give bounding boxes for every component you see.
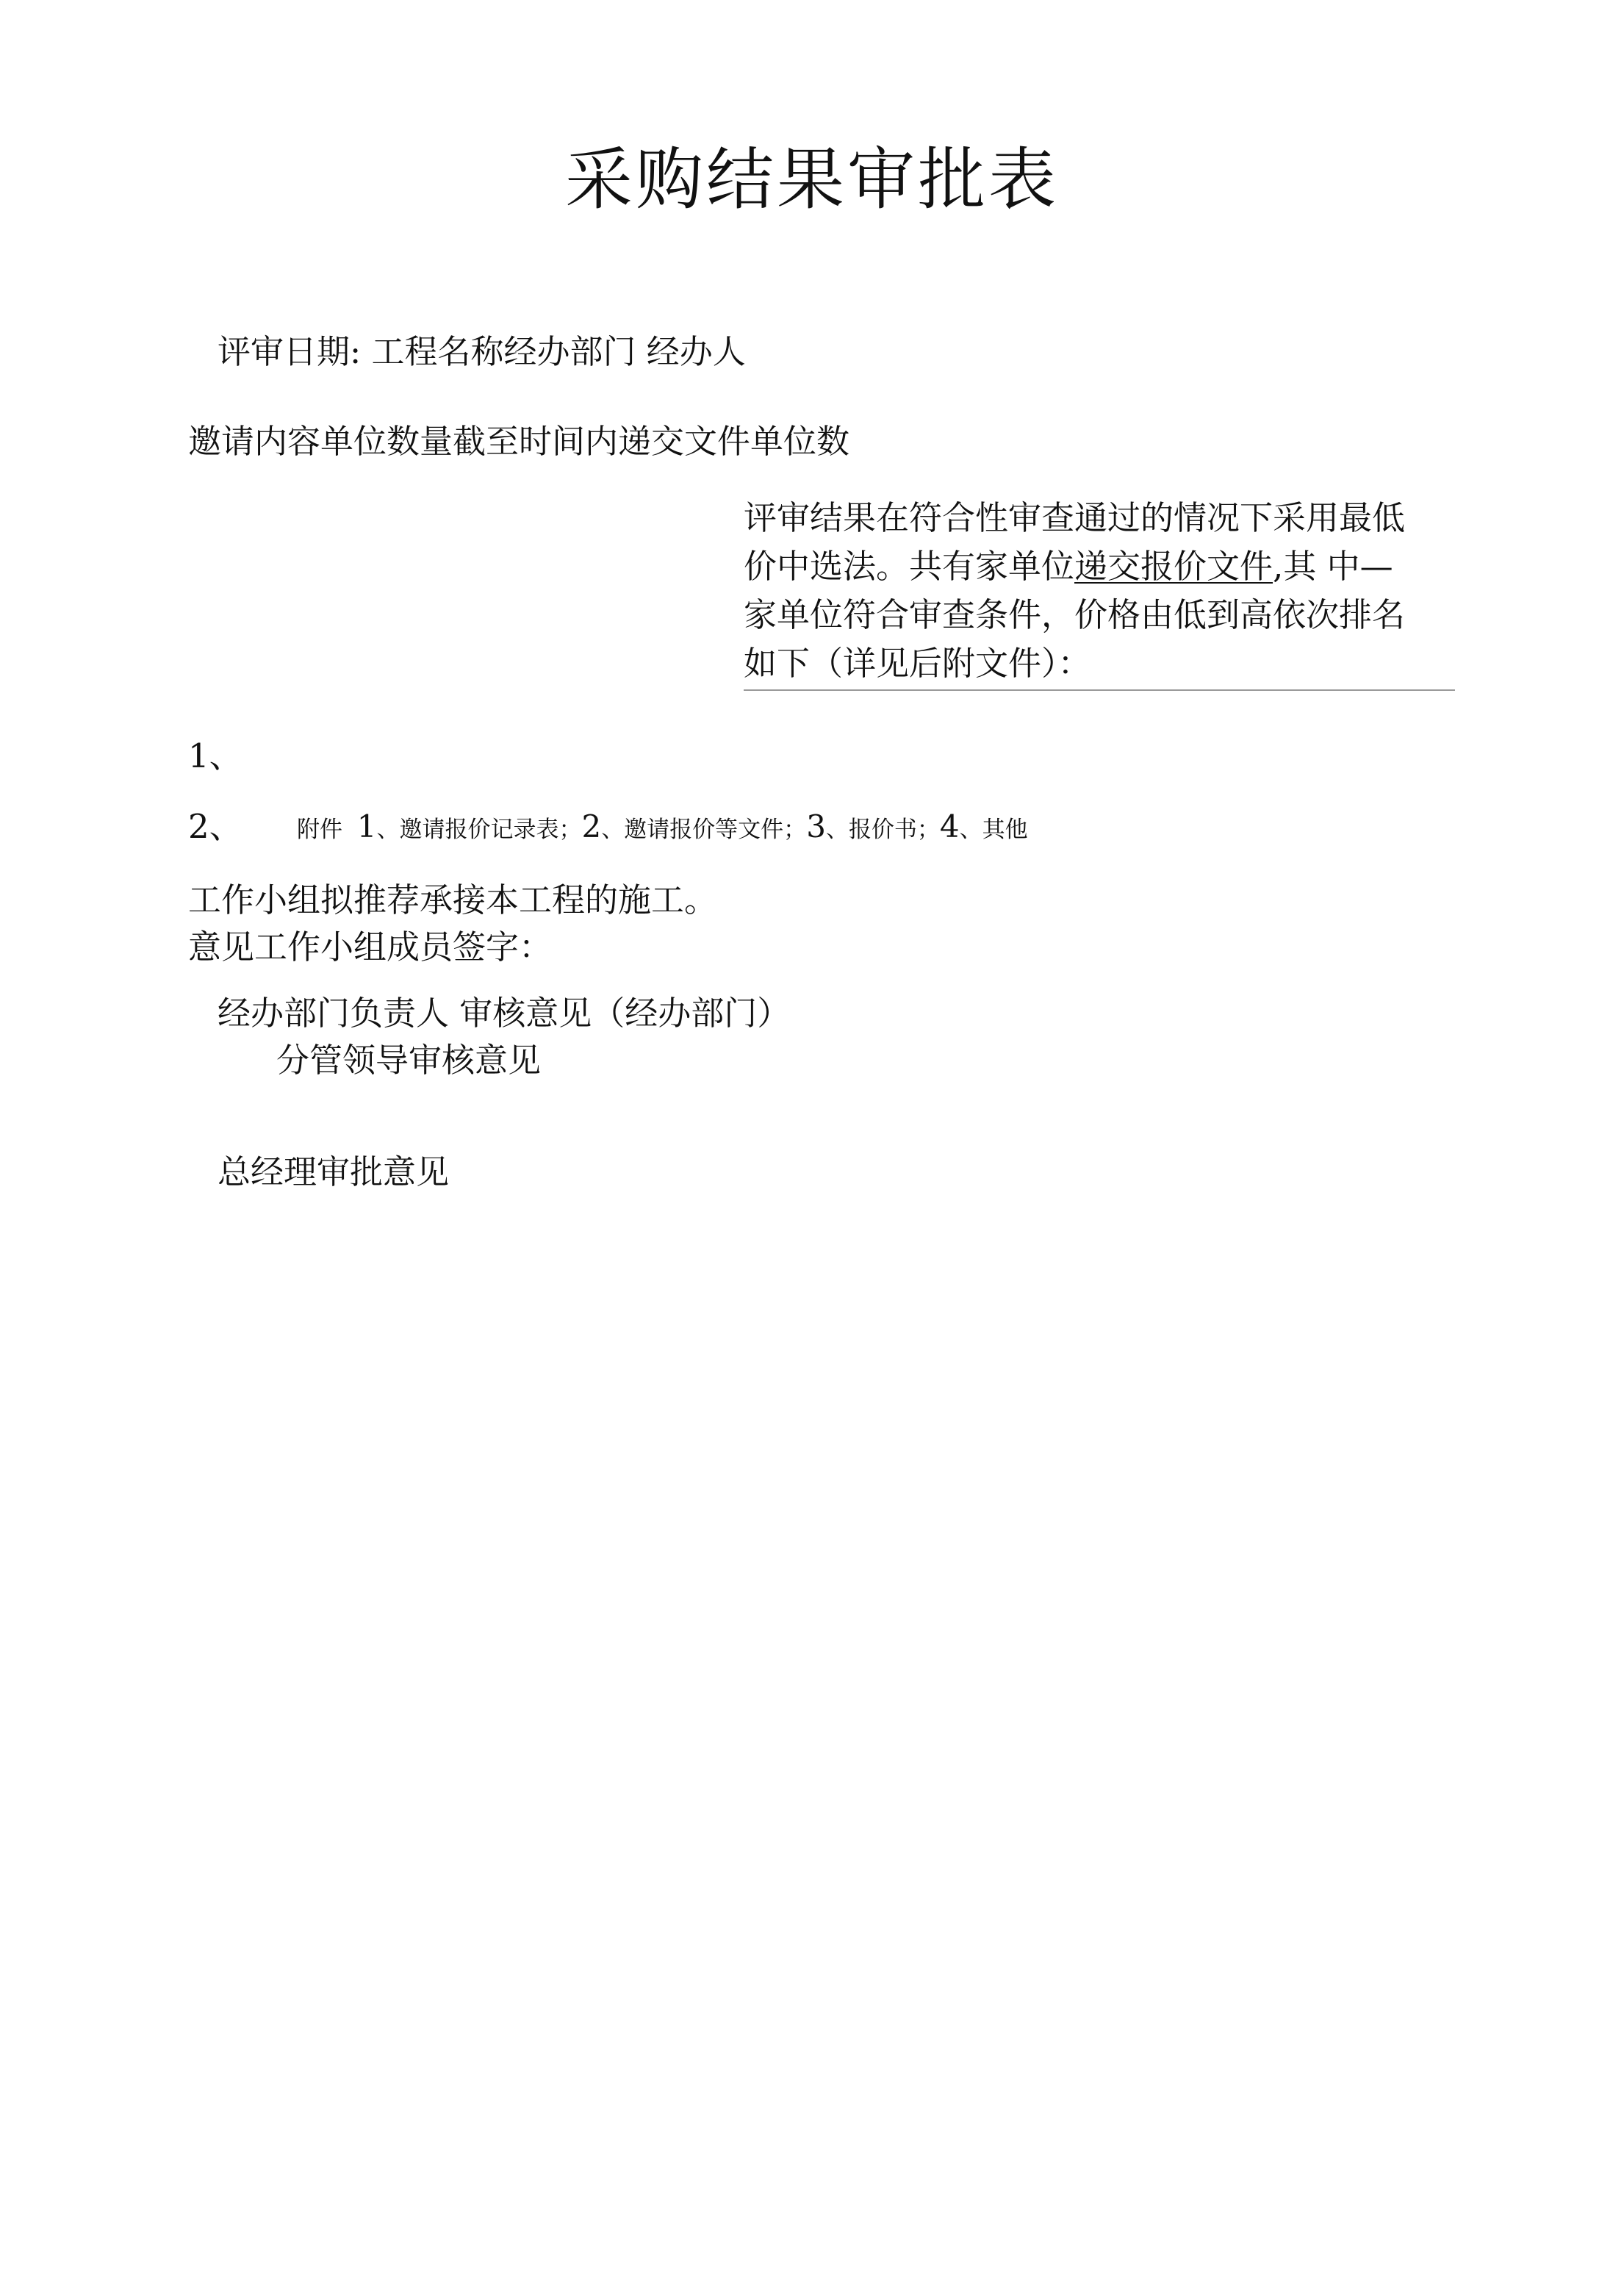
submit-quote-files-text: 递交报价文件 <box>1074 547 1273 586</box>
review-result-line-2-prefix: 价中选法。共有家单位 <box>744 547 1075 586</box>
invitation-content-line: 邀请内容单位数量截至时间内递交文件单位数 <box>188 422 850 461</box>
attachment-text-4: 、其他 <box>959 817 1028 843</box>
general-manager-approval-line: 总经理审批意见 <box>218 1152 450 1191</box>
attachments-line <box>297 808 1028 848</box>
review-result-line-4: 如下（详见后附文件）： <box>744 644 1091 683</box>
recommendation-line: 工作小组拟推荐承接本工程的施工。 <box>188 880 718 919</box>
ranking-item-2: 2、 <box>188 807 242 846</box>
attachment-text-1: 、邀请报价记录表； <box>376 817 582 843</box>
document-title: 采购结果审批表 <box>564 140 1059 219</box>
attachment-text-3: 、报价书； <box>825 817 940 843</box>
review-result-line-2-suffix: ,其 中— <box>1273 547 1393 586</box>
review-date-header-line: 评审日期: 工程名称经办部门 经办人 <box>218 332 746 371</box>
attachment-text-2: 、邀请报价等文件； <box>601 817 807 843</box>
review-result-line-2 <box>744 542 1455 591</box>
review-result-line-3: 家单位符合审查条件，价格由低到高依次排名 <box>744 595 1406 634</box>
attachment-number-4: 4 <box>939 808 960 844</box>
leader-review-line: 分管领导审核意见 <box>276 1041 542 1080</box>
signature-line: 意见工作小组成员签字： <box>188 928 553 966</box>
review-result-line-1: 评审结果在符合性审查通过的情况下采用最低 <box>744 498 1406 537</box>
attachments-label: 附件 <box>297 817 342 843</box>
ranking-item-1: 1、 <box>188 736 242 775</box>
attachment-number-1: 1 <box>356 808 377 844</box>
attachment-number-2: 2 <box>581 808 602 844</box>
attachment-number-3: 3 <box>806 808 826 844</box>
department-head-line: 经办部门负责人 审核意见（经办部门） <box>218 994 791 1033</box>
review-result-block <box>744 494 1455 691</box>
